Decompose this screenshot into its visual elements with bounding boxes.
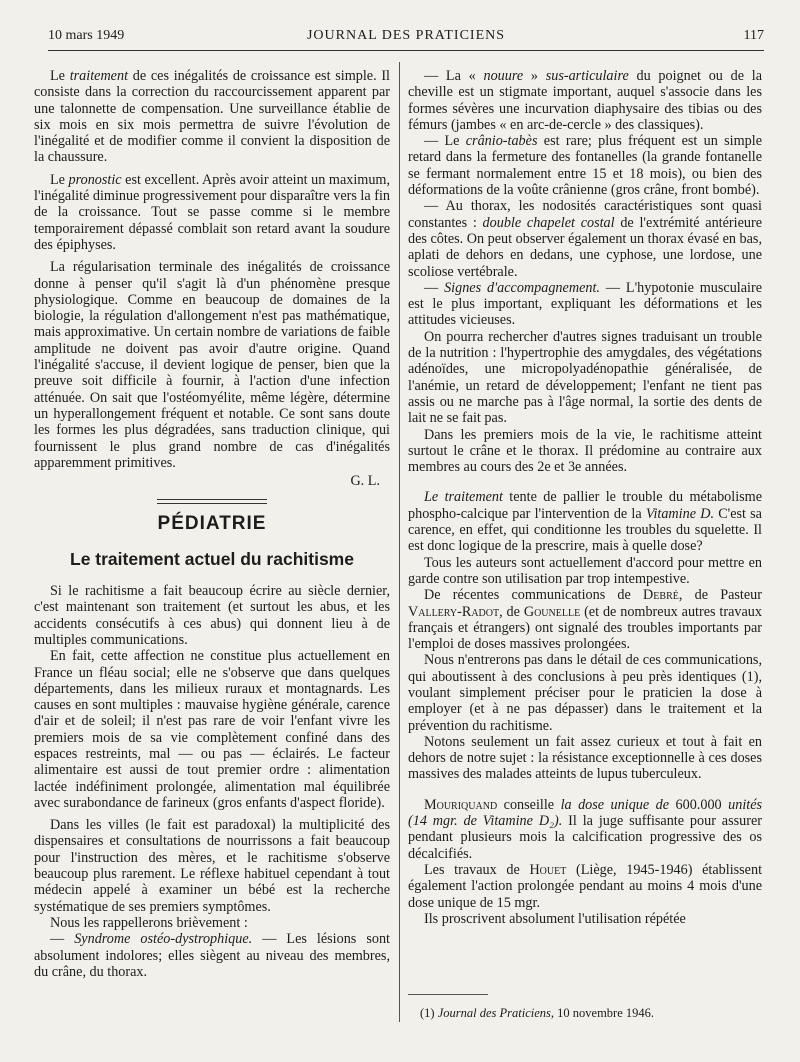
paragraph: Le pronostic est excellent. Après avoir atteint un maximum, l'inégalité diminue progressivement pour disparaître vers la fin de la croissance. Tout se passe comme si le membre temporairement dépassé comblait son retard avant la soudure des épiphyses.: [34, 171, 390, 253]
paragraph: En fait, cette affection ne constitue plus actuellement en France un fléau social; elle ne s'observe que dans quelques départements, dans les milieux ruraux et montagnards. Les causes en sont multiples : mauvaise hygiène générale, carence d'air et de soleil; il n'est pas rare de voir l'enfant vivre les premiers mois de sa vie complètement confiné dans des espaces restreints, mal — ou pas — éclairés. Le facteur alimentaire est aussi de tout premier ordre : alimentation lactée indéfiniment prolongée, alimentation mal équilibrée avec surabondance de farineux (gros enfants d'aspect floride).: [34, 648, 390, 811]
paragraph: Notons seulement un fait assez curieux et tout à fait en dehors de notre sujet : la résistance exceptionnelle à ces doses massives des malades atteints de lupus tuberculeux.: [408, 733, 762, 783]
list-item: — La « nouure » sus-articulaire du poignet ou de la cheville est un stigmate important, auquel s'associe dans les formes sévères une incurvation diaphysaire des tibias ou des fémurs (jambes « en arc-de-cercle » des classiques).: [408, 68, 763, 133]
paragraph: Mouriquand conseille la dose unique de 600.000 unités (14 mgr. de Vitamine D₂). Il la juge suffisante pour assurer pendant plusieurs mois la calcification progressive des os décalcifiés.: [408, 796, 763, 862]
column-divider: [399, 62, 400, 1022]
right-column: [408, 68, 762, 927]
footnote: (1) Journal des Praticiens, 10 novembre 1946.: [420, 1006, 654, 1020]
paragraph: De récentes communications de Debré, de Pasteur Vallery-Radot, de Gounelle (et de nombreux autres travaux français et étrangers) ont signalé des troubles importants par l'emploi de doses massives prolongées.: [408, 587, 762, 653]
left-column: [34, 68, 390, 980]
paragraph: Dans les premiers mois de la vie, le rachitisme atteint surtout le crâne et le thorax. Il prédomine au contraire aux membres au cours des 2e et 3e années.: [408, 426, 762, 476]
header-date: 10 mars 1949: [48, 28, 125, 43]
list-item: — Signes d'accompagnement. — L'hypotonie musculaire est le plus important, expliquant les déformations et les attitudes vicieuses.: [408, 279, 763, 329]
paragraph: Les travaux de Houet (Liège, 1945-1946) établissent également l'action prolongée pendant au moins 4 mois d'une dose unique de 15 mgr.: [408, 861, 763, 911]
header-page-number: 117: [743, 28, 764, 43]
list-item: — Syndrome ostéo-dystrophique. — Les lésions sont absolument indolores; elles siègent au niveau des membres, du crâne, du thorax.: [34, 931, 390, 980]
paragraph: Dans les villes (le fait est paradoxal) la multiplicité des dispensaires et consultations de nourrissons a fait beaucoup pour l'instruction des mères, et le rachitisme s'observe beaucoup plus rarement. Le réflexe habituel cependant à tout médecin appelé à examiner un bébé est la recherche systématique de ses premiers symptômes.: [34, 817, 390, 915]
paragraph: La régularisation terminale des inégalités de croissance donne à penser qu'il s'agit là d'un phénomène presque physiologique. Comme en beaucoup de domaines de la biologie, la régulation d'allongement n'est pas mathématique, mais approximative. Un certain nombre de variations de faible amplitude ne doivent pas avoir d'autre origine. Quand l'inégalité s'accuse, il devient logique de penser, bien que la preuve soit difficile à fournir, à l'action d'une infection atténuée. On sait que l'ostéomyélite, même légère, détermine un hyperallongement fréquent et notable. Ce sont sans doute les formes les plus dégradées, sans traduction clinique, qui fournissent le plus grand nombre de cas d'inégalités apparemment primitives.: [34, 259, 390, 471]
section-rule: [34, 499, 390, 504]
section-heading: PÉDIATRIE: [157, 513, 267, 535]
paragraph: Tous les auteurs sont actuellement d'accord pour mettre en garde contre son utilisation par trop intempestive.: [408, 554, 762, 587]
article-title: Le traitement actuel du rachitisme: [70, 548, 354, 569]
footnote-rule: [408, 994, 488, 995]
paragraph: Le traitement tente de pallier le trouble du métabolisme phospho-calcique par l'intervention de la Vitamine D. C'est sa carence, en effet, qui conditionne les troubles du squelette. Il est donc logique de la prescrire, mais à quelle dose?: [408, 489, 762, 555]
paragraph: Nous n'entrerons pas dans le détail de ces communications, qui aboutissent à des conclusions à peu près identiques (1), voulant simplement préciser pour le praticien la dose à employer (et à ne pas dépasser) dans le traitement et la prévention du rachitisme.: [408, 652, 762, 734]
list-item: — Au thorax, les nodosités caractéristiques sont quasi constantes : double chapelet costal de l'extrémité antérieure des côtes. On peut observer également un thorax évasé en bas, aplati de dehors en dedans, une cyphose, une lordose, une scoliose vertébrale.: [408, 198, 762, 280]
paragraph: Si le rachitisme a fait beaucoup écrire au siècle dernier, c'est maintenant son traitement (et surtout les abus, et les accidents consécutifs à ces abus) qui donnent lieu à de multiples communications.: [34, 583, 390, 648]
page-header: [48, 26, 764, 51]
paragraph: On pourra rechercher d'autres signes traduisant un trouble de la nutrition : l'hypertrophie des amygdales, des végétations adénoïdes, une micropolyadénopathie généralisée, de l'anémie, un retard de développement; l'enfant ne tient pas assis ou ne marche pas à l'âge normal, la sortie des dents de lait ne se fait pas.: [408, 328, 762, 427]
paragraph: Nous les rappellerons brièvement :: [50, 914, 248, 931]
list-item: — Le crânio-tabès est rare; plus fréquent est un simple retard dans la fermeture des fontanelles (la grande fontanelle se fermant normalement entre 15 et 18 mois), ou bien des déformations de la voûte crânienne (gros crâne, front bombé).: [408, 133, 762, 199]
paragraph: Ils proscrivent absolument l'utilisation répétée: [424, 910, 686, 927]
paragraph: Le traitement de ces inégalités de croissance est simple. Il consiste dans la correction du raccourcissement apparent par une talonnette de compensation. Une surveillance établie de six mois en six mois permettra de suivre l'évolution de l'inégalité et de modifier comme il convient la disposition de la chaussure.: [34, 68, 391, 166]
header-journal-title: JOURNAL DES PRATICIENS: [306, 28, 506, 43]
author-signature: G. L.: [350, 473, 380, 490]
